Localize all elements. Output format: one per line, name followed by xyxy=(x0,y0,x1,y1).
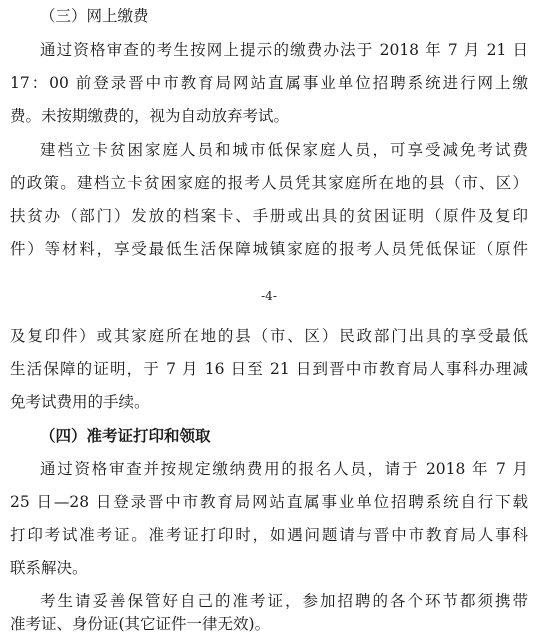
paragraph-line: 通过资格审查并按规定缴纳费用的报名人员，请于 2018 年 7 月 xyxy=(40,460,528,478)
section-heading-online-payment: （三）网上缴费 xyxy=(40,7,149,25)
paragraph-line: 建档立卡贫困家庭人员和城市低保家庭人员，可享受减免考试费 xyxy=(40,141,528,159)
paragraph-line: 免考试费用的手续。 xyxy=(10,393,150,411)
section-heading-admission-ticket: （四）准考证打印和领取 xyxy=(40,426,211,445)
paragraph-line: 费。未按期缴费的，视为自动放弃考试。 xyxy=(10,107,290,125)
paragraph-line: 联系解决。 xyxy=(10,559,88,577)
page-number: -4- xyxy=(261,289,277,303)
paragraph-line: 17：00 前登录晋中市教育局网站直属事业单位招聘系统进行网上缴 xyxy=(10,74,528,92)
paragraph-line: 扶贫办（部门）发放的档案卡、手册或出具的贫困证明（原件及复印 xyxy=(10,207,528,225)
paragraph-line: 及复印件）或其家庭所在地的县（市、区）民政部门出具的享受最低 xyxy=(10,327,528,345)
paragraph-line: 通过资格审查的考生按网上提示的缴费办法于 2018 年 7 月 21 日 xyxy=(40,41,528,59)
paragraph-line: 生活保障的证明，于 7 月 16 日至 21 日到晋中市教育局人事科办理减 xyxy=(10,360,528,378)
paragraph-line: 件）等材料，享受最低生活保障城镇家庭的报考人员凭低保证（原件 xyxy=(10,240,528,258)
paragraph-line: 的政策。建档立卡贫困家庭的报考人员凭其家庭所在地的县（市、区） xyxy=(10,174,528,192)
paragraph-line: 考生请妥善保管好自己的准考证，参加招聘的各个环节都须携带 xyxy=(40,592,528,610)
paragraph-line: 打印考试准考证。准考证打印时，如遇问题请与晋中市教育局人事科 xyxy=(10,526,528,544)
paragraph-line: 25 日—28 日登录晋中市教育局网站直属事业单位招聘系统自行下载 xyxy=(10,493,528,511)
paragraph-line: 准考证、身份证(其它证件一律无效)。 xyxy=(10,615,271,633)
